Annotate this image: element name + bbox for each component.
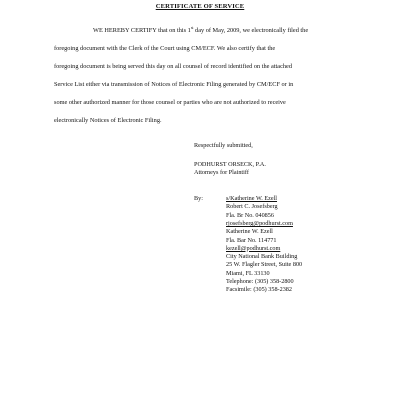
paragraph-line-1-pre: WE HEREBY CERTIFY that on this 1: [93, 27, 191, 35]
signature-line: s/Katherine W. Ezell: [226, 195, 278, 202]
paragraph-line-3: foregoing document is being served this day on all counsel of record identified on the attached: [54, 63, 292, 70]
signature-line: rjosefsberg@podhurst.com: [226, 219, 293, 227]
paragraph-line-5: some other authorized manner for those counsel or parties who are not authorized to receive: [54, 99, 286, 106]
paragraph-line-2: foregoing document with the Clerk of the Court using CM/ECF. We also certify that the: [54, 45, 276, 52]
signature-line: Robert C. Josefsberg: [226, 203, 278, 211]
signature-line: 25 W. Flagler Street, Suite 800: [226, 261, 303, 269]
signature-line: Facsimile: (305) 358-2382: [226, 286, 292, 294]
signature-line: Miami, FL 33130: [226, 269, 270, 277]
signature-line: kezell@podhurst.com: [226, 244, 281, 252]
paragraph-line-6: electronically Notices of Electronic Filing.: [54, 117, 162, 124]
signature-line: Telephone: (305) 358-2800: [226, 278, 294, 285]
paragraph-line-4: Service List either via transmission of Notices of Electronic Filing generated by CM/ECF or in: [54, 81, 294, 88]
firm-name: PODHURST ORSECK, P.A.: [194, 161, 266, 168]
by-label: By:: [194, 195, 203, 202]
paragraph-line-1: [93, 25, 309, 35]
signature-line: City National Bank Building: [226, 253, 298, 261]
signature-line: Fla. Br No. 040856: [226, 211, 274, 219]
signature-line: Fla. Bar No. 114771: [226, 236, 277, 244]
signature-line: Katherine W. Ezell: [226, 228, 273, 236]
firm-role: Attorneys for Plaintiff: [194, 169, 249, 176]
paragraph-line-1-post: day of May, 2009, we electronically filed the: [193, 27, 309, 35]
closing-text: Respectfully submitted,: [194, 142, 253, 149]
ordinal-suffix: st: [190, 25, 194, 30]
document-title: CERTIFICATE OF SERVICE: [155, 3, 245, 10]
